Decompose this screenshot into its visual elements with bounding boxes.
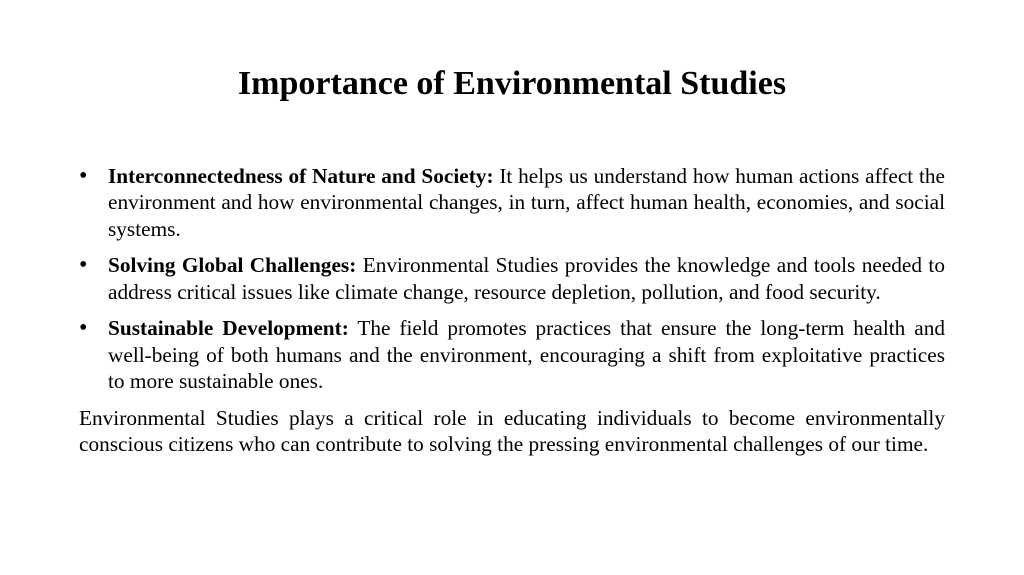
- bullet-term: Sustainable Development:: [108, 316, 349, 341]
- bullet-description: It helps us understand how human actions affect the environment and how environmental changes, in turn, affect human health, economies, and social systems.: [108, 164, 946, 241]
- bullet-dot-icon: •: [79, 252, 88, 279]
- bullet-item-sustainable-development: [79, 315, 945, 394]
- bullet-term: Solving Global Challenges:: [108, 253, 357, 278]
- bullet-item-global-challenges: [79, 252, 945, 305]
- bullet-description: The field promotes practices that ensure the long-term health and well-being of both humans and the environment, encouraging a shift from exploitative practices to more sustainable ones.: [108, 316, 945, 394]
- bullet-list: [79, 163, 945, 395]
- slide-body: [79, 163, 945, 458]
- slide-title: Importance of Environmental Studies: [237, 65, 787, 102]
- closing-paragraph: Environmental Studies plays a critical role in educating individuals to become environmentally conscious citizens who can contribute to solving the pressing environmental challenges of our time.: [79, 405, 945, 457]
- bullet-text: [108, 163, 945, 242]
- bullet-item-interconnectedness: [79, 163, 945, 242]
- bullet-description: Environmental Studies provides the knowledge and tools needed to address critical issues like climate change, resource depletion, pollution, and food security.: [108, 253, 945, 304]
- bullet-text: [108, 315, 945, 394]
- bullet-dot-icon: •: [79, 315, 88, 342]
- bullet-dot-icon: •: [79, 163, 88, 189]
- bullet-term: Interconnectedness of Nature and Society:: [108, 164, 494, 188]
- bullet-text: [108, 252, 945, 305]
